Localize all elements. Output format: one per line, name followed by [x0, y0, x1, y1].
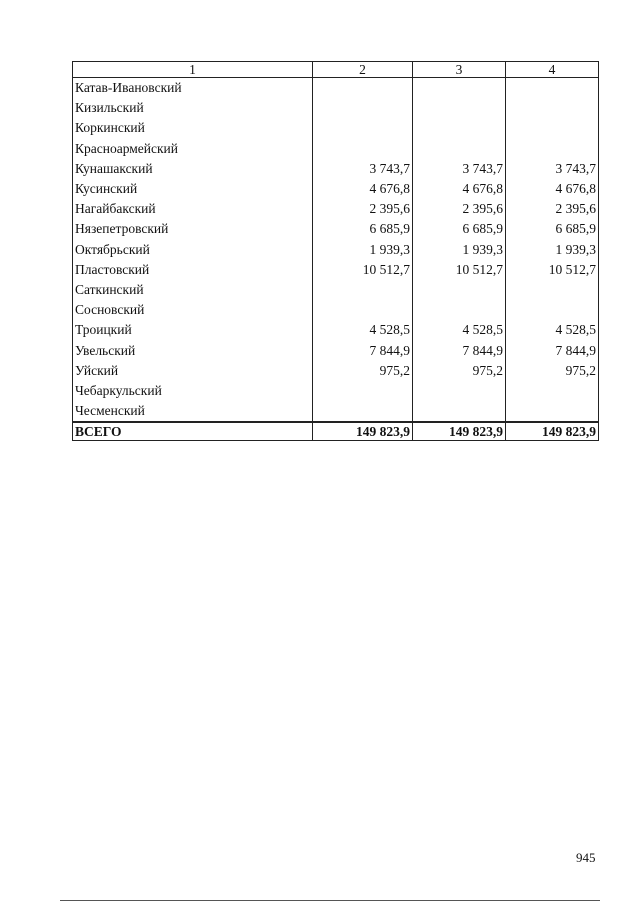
district-name: Коркинский [73, 118, 313, 138]
table-row [73, 78, 599, 99]
table-row [73, 219, 599, 239]
value-col-4 [506, 381, 599, 401]
value-col-2: 3 743,7 [313, 159, 413, 179]
value-col-2: 6 685,9 [313, 219, 413, 239]
value-col-3: 2 395,6 [413, 199, 506, 219]
value-col-4 [506, 98, 599, 118]
value-col-4: 6 685,9 [506, 219, 599, 239]
table-row [73, 179, 599, 199]
value-col-4: 2 395,6 [506, 199, 599, 219]
table-row [73, 240, 599, 260]
district-name: Кусинский [73, 179, 313, 199]
value-col-3: 4 676,8 [413, 179, 506, 199]
value-col-3: 975,2 [413, 361, 506, 381]
table-row [73, 280, 599, 300]
value-col-4 [506, 78, 599, 99]
value-col-3 [413, 300, 506, 320]
value-col-4: 1 939,3 [506, 240, 599, 260]
value-col-3: 3 743,7 [413, 159, 506, 179]
value-col-3 [413, 78, 506, 99]
table-row [73, 118, 599, 138]
district-name: Нагайбакский [73, 199, 313, 219]
value-col-2 [313, 98, 413, 118]
column-header-4: 4 [506, 62, 599, 78]
value-col-3 [413, 139, 506, 159]
table-row [73, 381, 599, 401]
total-row [73, 422, 599, 441]
data-table [72, 61, 599, 441]
bottom-rule [60, 900, 600, 901]
district-name: Сосновский [73, 300, 313, 320]
page-number: 945 [576, 850, 596, 865]
table-row [73, 340, 599, 360]
value-col-4: 4 676,8 [506, 179, 599, 199]
district-name: Уйский [73, 361, 313, 381]
value-col-4 [506, 300, 599, 320]
table-row [73, 300, 599, 320]
value-col-4: 10 512,7 [506, 260, 599, 280]
district-name: Троицкий [73, 320, 313, 340]
district-name: Пластовский [73, 260, 313, 280]
total-col-3: 149 823,9 [413, 422, 506, 441]
value-col-2 [313, 381, 413, 401]
table-row [73, 98, 599, 118]
value-col-4 [506, 401, 599, 422]
header-row [73, 62, 599, 78]
column-header-2: 2 [313, 62, 413, 78]
value-col-2 [313, 118, 413, 138]
value-col-3 [413, 98, 506, 118]
table-row [73, 361, 599, 381]
column-header-1: 1 [73, 62, 313, 78]
table-row [73, 320, 599, 340]
total-label: ВСЕГО [73, 422, 313, 441]
district-name: Саткинский [73, 280, 313, 300]
table-row [73, 139, 599, 159]
district-name: Увельский [73, 340, 313, 360]
value-col-3: 6 685,9 [413, 219, 506, 239]
value-col-3 [413, 118, 506, 138]
table-row [73, 159, 599, 179]
value-col-3: 4 528,5 [413, 320, 506, 340]
value-col-3: 1 939,3 [413, 240, 506, 260]
value-col-4: 975,2 [506, 361, 599, 381]
value-col-2 [313, 139, 413, 159]
value-col-4: 3 743,7 [506, 159, 599, 179]
district-name: Красноармейский [73, 139, 313, 159]
district-name: Кизильский [73, 98, 313, 118]
district-name: Катав-Ивановский [73, 78, 313, 99]
value-col-2: 2 395,6 [313, 199, 413, 219]
column-header-3: 3 [413, 62, 506, 78]
district-name: Чесменский [73, 401, 313, 422]
table-header [73, 62, 599, 78]
value-col-2 [313, 280, 413, 300]
district-name: Октябрьский [73, 240, 313, 260]
value-col-2 [313, 300, 413, 320]
district-name: Чебаркульский [73, 381, 313, 401]
district-name: Кунашакский [73, 159, 313, 179]
table-row [73, 401, 599, 422]
value-col-2 [313, 401, 413, 422]
total-col-4: 149 823,9 [506, 422, 599, 441]
value-col-3: 10 512,7 [413, 260, 506, 280]
value-col-2: 4 676,8 [313, 179, 413, 199]
value-col-3: 7 844,9 [413, 340, 506, 360]
district-name: Нязепетровский [73, 219, 313, 239]
value-col-2: 7 844,9 [313, 340, 413, 360]
value-col-4: 4 528,5 [506, 320, 599, 340]
value-col-3 [413, 401, 506, 422]
value-col-4 [506, 118, 599, 138]
value-col-4 [506, 280, 599, 300]
table-body [73, 78, 599, 441]
value-col-2: 1 939,3 [313, 240, 413, 260]
value-col-2: 975,2 [313, 361, 413, 381]
value-col-4: 7 844,9 [506, 340, 599, 360]
value-col-4 [506, 139, 599, 159]
value-col-3 [413, 381, 506, 401]
total-col-2: 149 823,9 [313, 422, 413, 441]
value-col-2: 4 528,5 [313, 320, 413, 340]
value-col-3 [413, 280, 506, 300]
table-row [73, 260, 599, 280]
table-row [73, 199, 599, 219]
value-col-2: 10 512,7 [313, 260, 413, 280]
value-col-2 [313, 78, 413, 99]
